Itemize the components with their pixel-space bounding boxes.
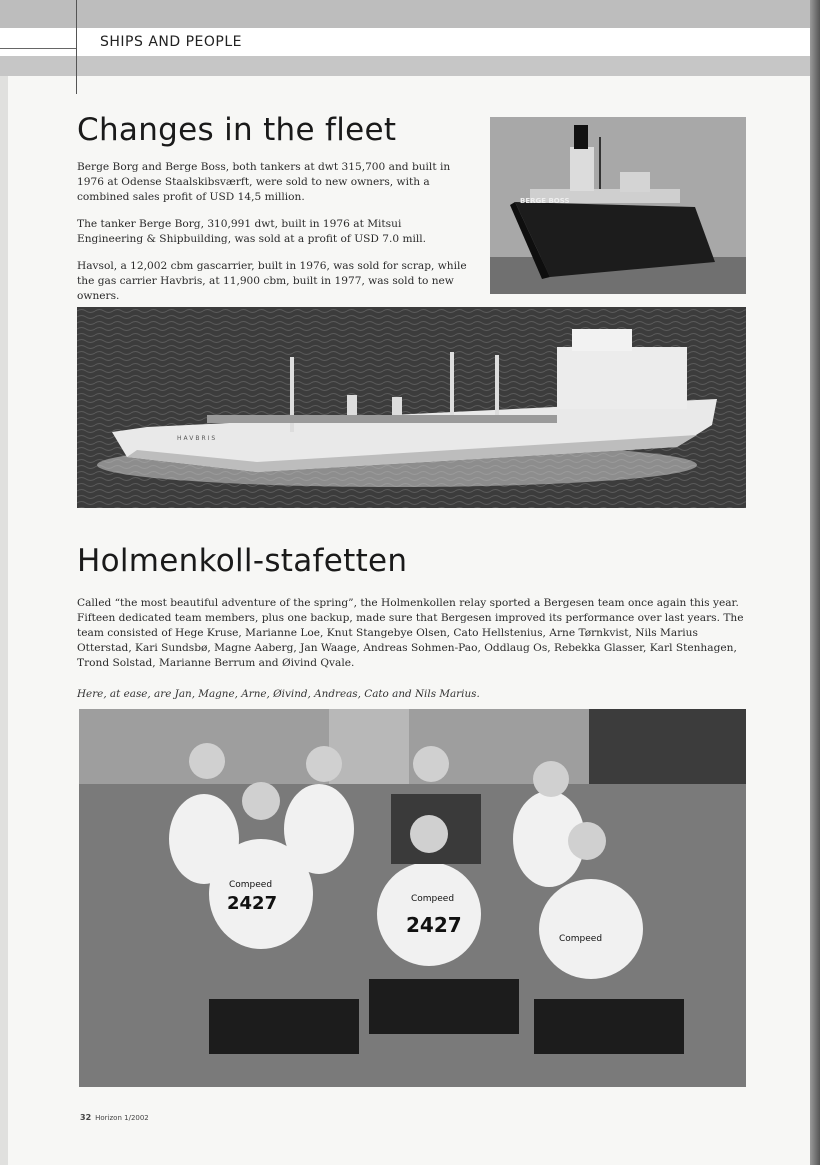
- page-right-edge: [810, 0, 820, 1165]
- paragraph: The tanker Berge Borg, 310,991 dwt, built in 1976 at Mitsui Engineering & Shipbuilding, was sold at a profit of USD 7.0 mill.: [77, 218, 427, 245]
- bib-number: 2427: [406, 913, 462, 937]
- paragraph: Havsol, a 12,002 cbm gascarrier, built in 1976, was sold for scrap, while the gas carrier Havbris, at 11,900 cbm, built in 1977, was sold to new owners.: [77, 260, 467, 302]
- bib-number: 2427: [227, 893, 278, 914]
- ship-name-label: BERGE BOSS: [520, 197, 570, 205]
- photo-havbris: [77, 307, 746, 508]
- header-top-band: [0, 0, 810, 28]
- article-title-holmenkoll: Holmenkoll-stafetten: [77, 543, 408, 579]
- photo-relay-team: [79, 709, 746, 1087]
- page-number: 32: [80, 1113, 92, 1122]
- shirt-brand: Compeed: [229, 880, 273, 890]
- header-lower-band: [0, 56, 810, 76]
- page-footer: [80, 1113, 149, 1122]
- shirt-brand: Compeed: [411, 894, 455, 904]
- article-title-fleet: Changes in the fleet: [77, 112, 397, 148]
- header-horizontal-rule: [0, 48, 76, 49]
- page-left-edge: [0, 0, 8, 1165]
- photo-berge-boss: [490, 117, 746, 294]
- ship-name-label: HAVBRIS: [177, 435, 218, 442]
- header-vertical-rule: [76, 0, 77, 94]
- article-body-holmenkoll: [77, 596, 747, 683]
- section-label: SHIPS AND PEOPLE: [100, 34, 242, 50]
- article-body-fleet: [77, 160, 467, 316]
- publication-name: Horizon 1/2002: [95, 1114, 149, 1122]
- paragraph: Berge Borg and Berge Boss, both tankers at dwt 315,700 and built in 1976 at Odense Staalskibsværft, were sold to new owners, with a combined sales profit of USD 14,5 million.: [77, 161, 451, 203]
- photo-caption: Here, at ease, are Jan, Magne, Arne, Øivind, Andreas, Cato and Nils Marius.: [77, 688, 480, 700]
- paragraph: Called “the most beautiful adventure of the spring”, the Holmenkollen relay sported a Bergesen team once again this year. Fifteen dedicated team members, plus one backup, made sure that Bergesen improved its performance over last years. The team consisted of Hege Kruse, Marianne Loe, Knut Stangebye Olsen, Cato Hellstenius, Arne Tørnkvist, Nils Marius Otterstad, Kari Sundsbø, Magne Aaberg, Jan Waage, Andreas Sohmen-Pao, Oddlaug Os, Rebekka Glasser, Karl Stenhagen, Trond Solstad, Marianne Berrum and Øivind Qvale.: [77, 597, 744, 669]
- shirt-brand: Compeed: [559, 934, 603, 944]
